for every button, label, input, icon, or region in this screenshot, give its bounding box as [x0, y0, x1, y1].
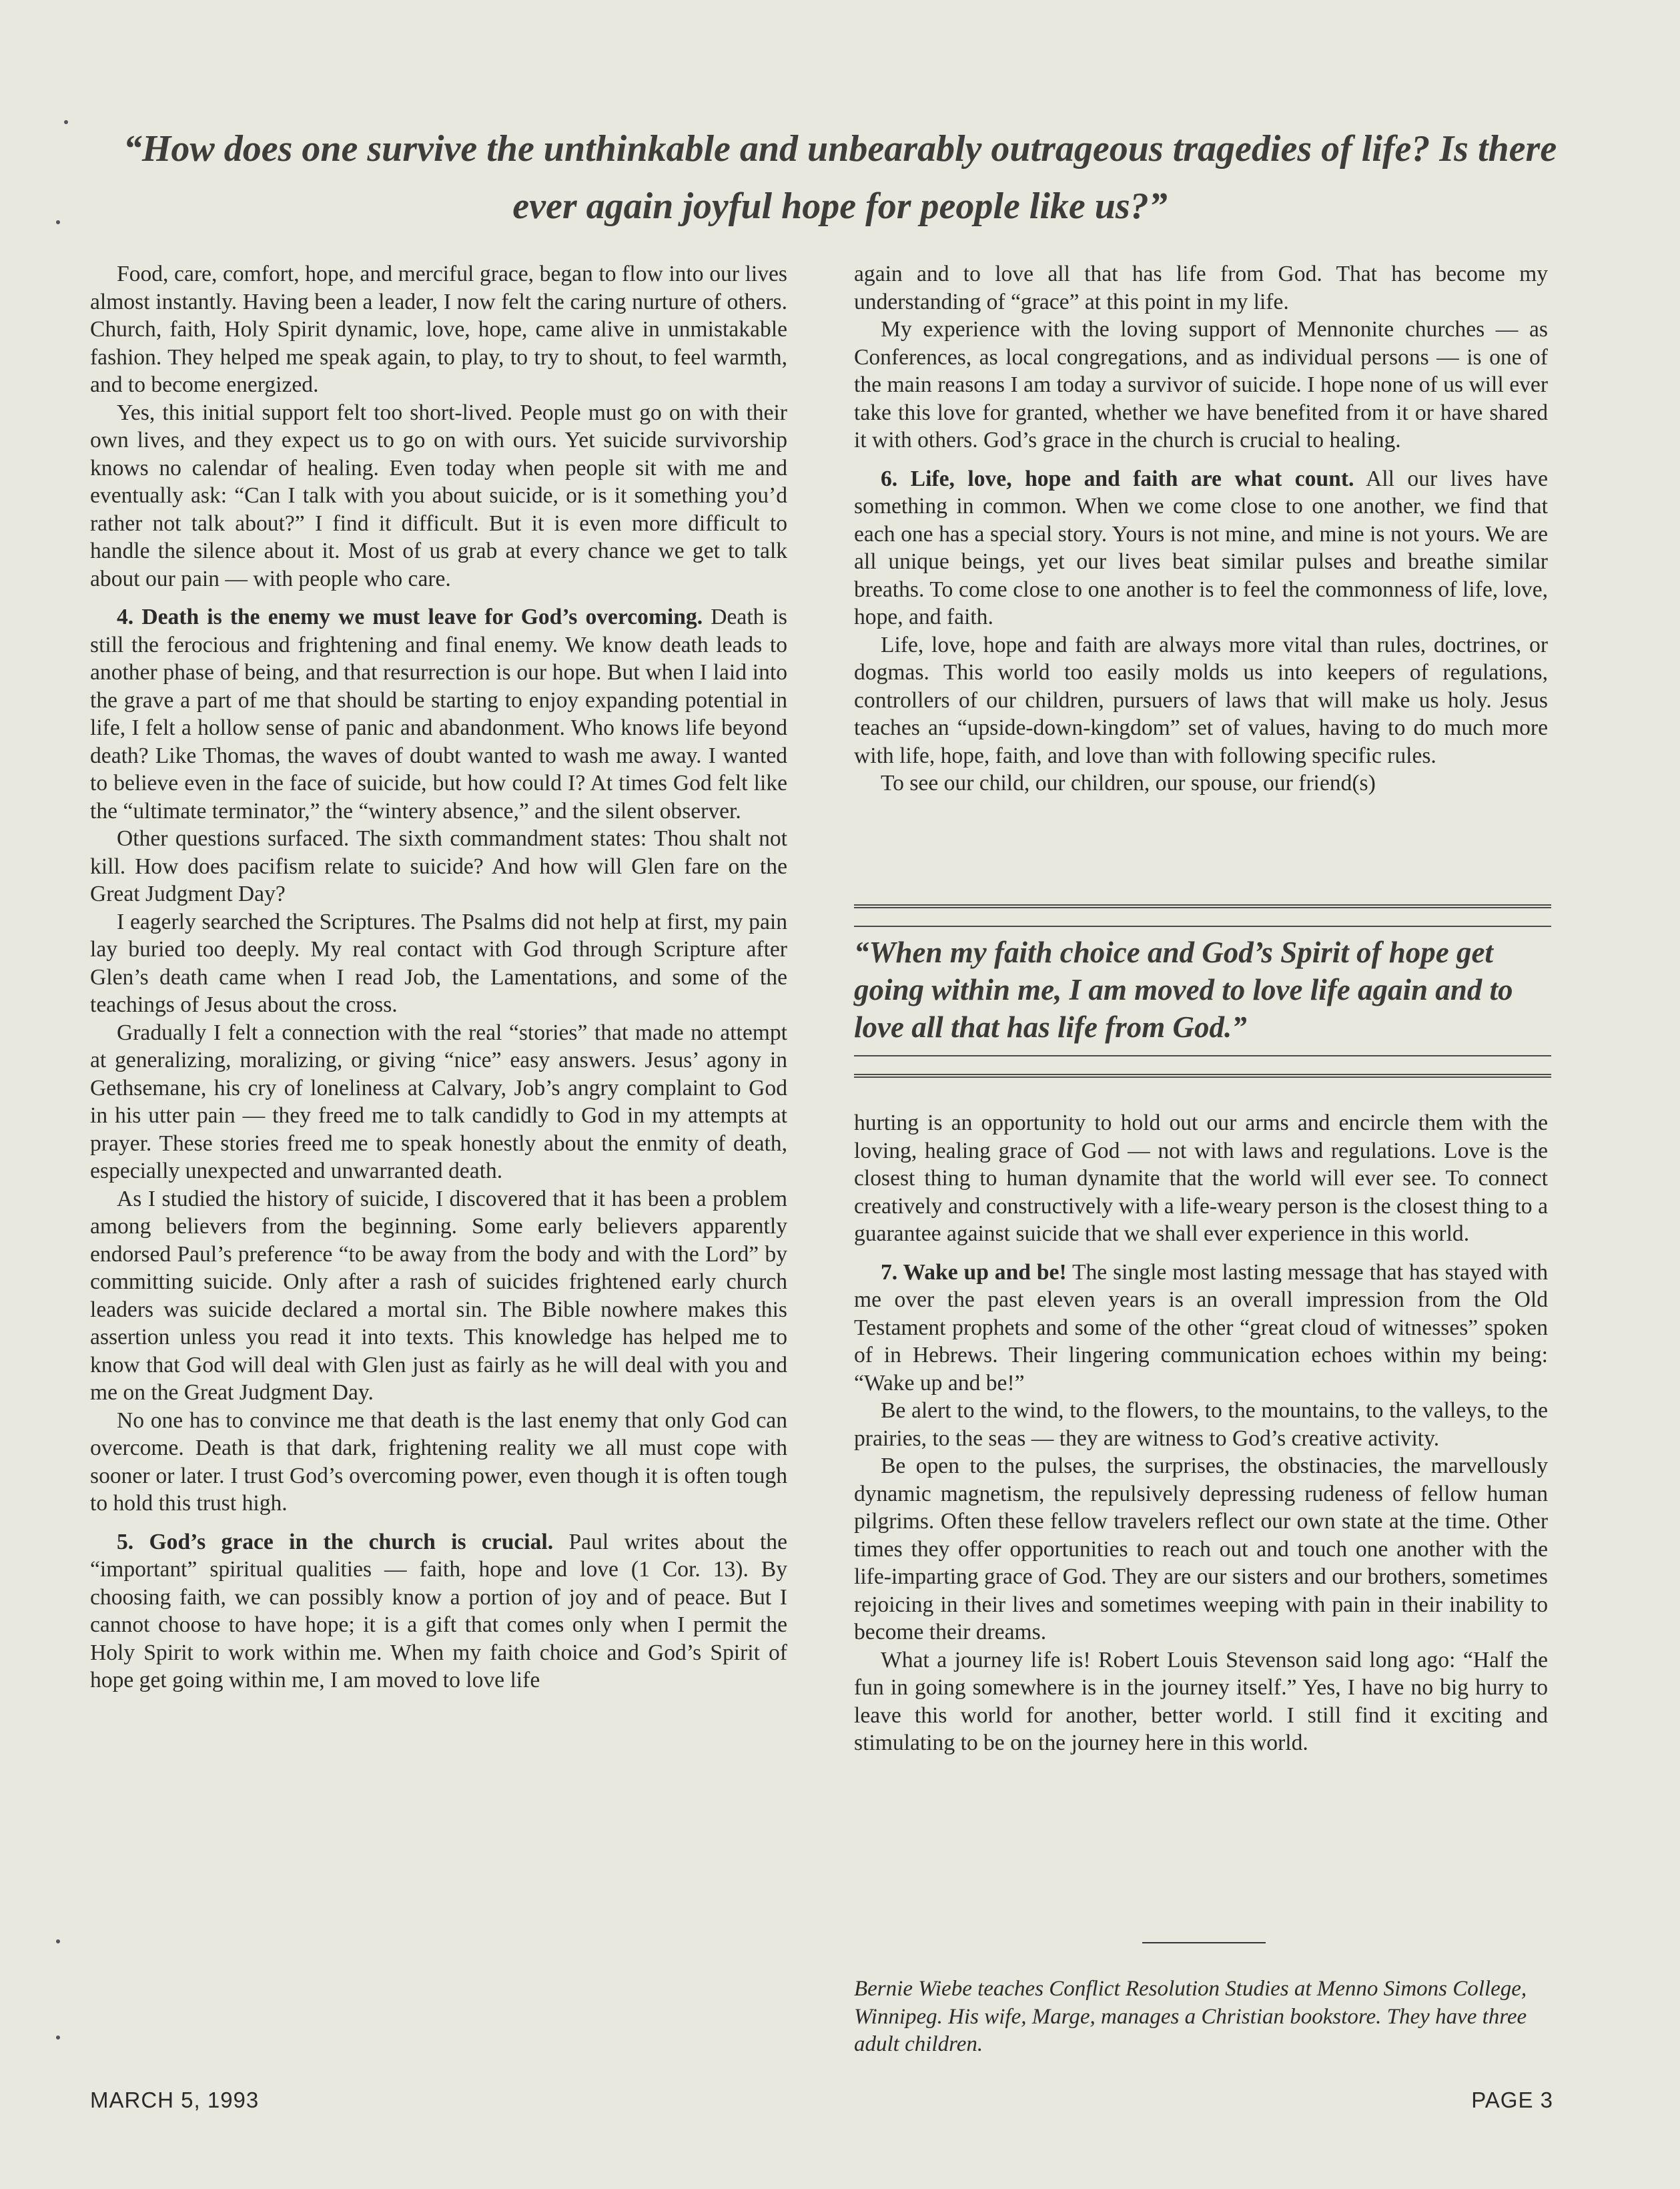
paragraph: [90, 399, 787, 593]
paragraph: [854, 1646, 1548, 1757]
paragraph: [90, 1019, 787, 1185]
section-heading: 7. Wake up and be!: [881, 1259, 1067, 1285]
paragraph: [854, 631, 1548, 770]
paragraph-text: As I studied the history of suicide, I discovered that it has been a problem among believers from the beginning. Some early believers apparently endorsed Paul’s preference “to be away from the body and with the Lord” by committing suicide. Only after a rash of suicides frightened early church leaders was suicide declared a mortal sin. The Bible nowhere makes this assertion unless you read it into texts. This knowledge has helped me to know that God will deal with Glen just as fairly as he will deal with you and me on the Great Judgment Day.: [90, 1186, 787, 1405]
paragraph: [854, 1397, 1548, 1452]
paragraph-text: The single most lasting message that has stayed with me over the past eleven years is an overall impression from the Old Testament prophets and some of the other “great cloud of witnesses” spoken of in Hebrews. Their lingering communication echoes within my being: “Wake up and be!”: [854, 1259, 1548, 1395]
paragraph: [854, 1259, 1548, 1397]
paragraph: [90, 825, 787, 908]
paragraph-text: hurting is an opportunity to hold out our arms and encircle them with the loving, healing grace of God — not with laws and regulations. Love is the closest thing to human dynamite that the world will ever see. To connect creatively and constructively with a life-weary person is the closest thing to a guarantee against suicide that we shall ever experience in this world.: [854, 1111, 1548, 1246]
section-heading: 6. Life, love, hope and faith are what count.: [881, 466, 1354, 491]
paragraph-text: To see our child, our children, our spouse, our friend(s): [881, 771, 1376, 796]
paragraph-text: Life, love, hope and faith are always more vital than rules, doctrines, or dogmas. This world too easily molds us into keepers of regulations, controllers of our children, pursuers of laws that will make us holy. Jesus teaches an “upside-down-kingdom” set of values, having to do much more with life, hope, faith, and love than with following specific rules.: [854, 632, 1548, 768]
paragraph-text: Yes, this initial support felt too short-lived. People must go on with their own lives, and they expect us to go on with ours. Yet suicide survivorship knows no calendar of healing. Even today when people sit with me and eventually ask: “Can I talk with you about suicide, or is it something you’d rather not talk about?” I find it difficult. But it is even more difficult to handle the silence about it. Most of us grab at every chance we get to talk about our pain — with people who care.: [90, 400, 787, 591]
scan-mark: [64, 120, 68, 124]
paragraph-text: Be open to the pulses, the surprises, the obstinacies, the marvellously dynamic magnetism, the repulsively depressing rudeness of fellow human pilgrims. Often these fellow travelers reflect our own state at the time. Other times they offer opportunities to reach out and touch one another with the life-imparting grace of God. They are our sisters and our brothers, sometimes rejoicing in their lives and sometimes weeping with pain in their inability to become their dreams.: [854, 1454, 1548, 1644]
paragraph: [90, 1407, 787, 1518]
paragraph: [90, 260, 787, 399]
paragraph: [854, 1109, 1548, 1248]
paragraph: [90, 1185, 787, 1407]
section-heading: 4. Death is the enemy we must leave for God’s overcoming.: [117, 605, 703, 629]
footer-page-number: PAGE 3: [1471, 2088, 1553, 2112]
paragraph-text: No one has to convince me that death is the last enemy that only God can overcome. Death is that dark, frightening reality we all must cope with sooner or later. I trust God’s overcoming power, even though it is often tough to hold this trust high.: [90, 1408, 787, 1516]
right-column-bottom: [854, 1109, 1548, 1757]
paragraph: [90, 603, 787, 825]
paragraph-text: again and to love all that has life from God. That has become my understanding of “grace” at this point in my life.: [854, 262, 1548, 314]
author-bio: Bernie Wiebe teaches Conflict Resolution Studies at Menno Simons College, Winnipeg. His wife, Marge, manages a Christian bookstore. They have three adult children.: [854, 1977, 1527, 2056]
paragraph: [854, 316, 1548, 454]
scan-mark: [56, 220, 60, 224]
paragraph: [854, 1452, 1548, 1646]
section-heading: 5. God’s grace in the church is crucial.: [117, 1529, 554, 1554]
paragraph-text: Death is still the ferocious and frightening and final enemy. We know death leads to another phase of being, and that resurrection is our hope. But when I laid into the grave a part of me that should be starting to enjoy expanding potential in life, I felt a hollow sense of panic and abandonment. Who knows life beyond death? Like Thomas, the waves of doubt wanted to wash me away. I wanted to believe even in the face of suicide, but how could I? At times God felt like the “ultimate terminator,” the “wintery absence,” and the silent observer.: [90, 605, 787, 824]
paragraph-text: Other questions surfaced. The sixth commandment states: Thou shalt not kill. How does pacifism relate to suicide? And how will Glen fare on the Great Judgment Day?: [90, 826, 787, 906]
paragraph-text: What a journey life is! Robert Louis Stevenson said long ago: “Half the fun in going somewhere is in the journey itself.” Yes, I have no big hurry to leave this world for another, better world. I still find it exciting and stimulating to be on the journey here in this world.: [854, 1647, 1548, 1755]
paragraph-text: All our lives have something in common. When we come close to one another, we find that each one has a special story. Yours is not mine, and mine is not yours. We are all unique beings, yet our lives beat similar pulses and breathe similar breaths. To come close to one another is to feel the commonness of life, love, hope, and faith.: [854, 466, 1548, 629]
paragraph-text: Be alert to the wind, to the flowers, to the mountains, to the valleys, to the prairies, to the seas — they are witness to God’s creative activity.: [854, 1398, 1548, 1451]
footer-date: MARCH 5, 1993: [90, 2088, 260, 2112]
paragraph: [854, 260, 1548, 316]
paragraph-text: Gradually I felt a connection with the real “stories” that made no attempt at generalizing, moralizing, or giving “nice” easy answers. Jesus’ agony in Gethsemane, his cry of loneliness at Calvary, Job’s angry complaint to God in his utter pain — they freed me to talk candidly to God in my attempts at prayer. These stories freed me to speak honestly about the enmity of death, especially unexpected and unwarranted death.: [90, 1020, 787, 1183]
paragraph-text: Food, care, comfort, hope, and merciful grace, began to flow into our lives almost instantly. Having been a leader, I now felt the caring nurture of others. Church, faith, Holy Spirit dynamic, love, hope, came alive in unmistakable fashion. They helped me speak again, to play, to try to shout, to feel warmth, and to become energized.: [90, 262, 787, 397]
pull-quote-text: “When my faith choice and God’s Spirit of hope get going within me, I am moved to love life again and to love all that has life from God.”: [854, 926, 1551, 1056]
paragraph-text: I eagerly searched the Scriptures. The Psalms did not help at first, my pain lay buried too deeply. My real contact with God through Scripture after Glen’s death came when I read Job, the Lamentations, and some of the teachings of Jesus about the cross.: [90, 909, 787, 1017]
paragraph-text: Paul writes about the “important” spiritual qualities — faith, hope and love (1 Cor. 13). By choosing faith, we can possibly know a portion of joy and of peace. But I cannot choose to have hope; it is a gift that comes only when I permit the Holy Spirit to work within me. When my faith choice and God’s Spirit of hope get going within me, I am moved to love life: [90, 1529, 787, 1692]
headline-quote: “How does one survive the unthinkable and unbearably outrageous tragedies of life? Is there ever again joyful hope for people like us?”: [123, 128, 1557, 227]
section-divider: [1142, 1942, 1266, 1943]
pull-quote-box: [854, 904, 1551, 1078]
paragraph: [854, 465, 1548, 631]
paragraph: [854, 769, 1548, 798]
paragraph-text: My experience with the loving support of Mennonite churches — as Conferences, as local congregations, and as individual persons — is one of the main reasons I am today a survivor of suicide. I hope none of us will ever take this love for granted, whether we have benefited from it or have shared it with others. God’s grace in the church is crucial to healing.: [854, 317, 1548, 452]
paragraph: [90, 908, 787, 1019]
scan-mark: [56, 1939, 60, 1943]
scan-mark: [56, 2036, 60, 2040]
right-column-top: [854, 260, 1548, 798]
left-column: [90, 260, 787, 1694]
paragraph: [90, 1528, 787, 1694]
